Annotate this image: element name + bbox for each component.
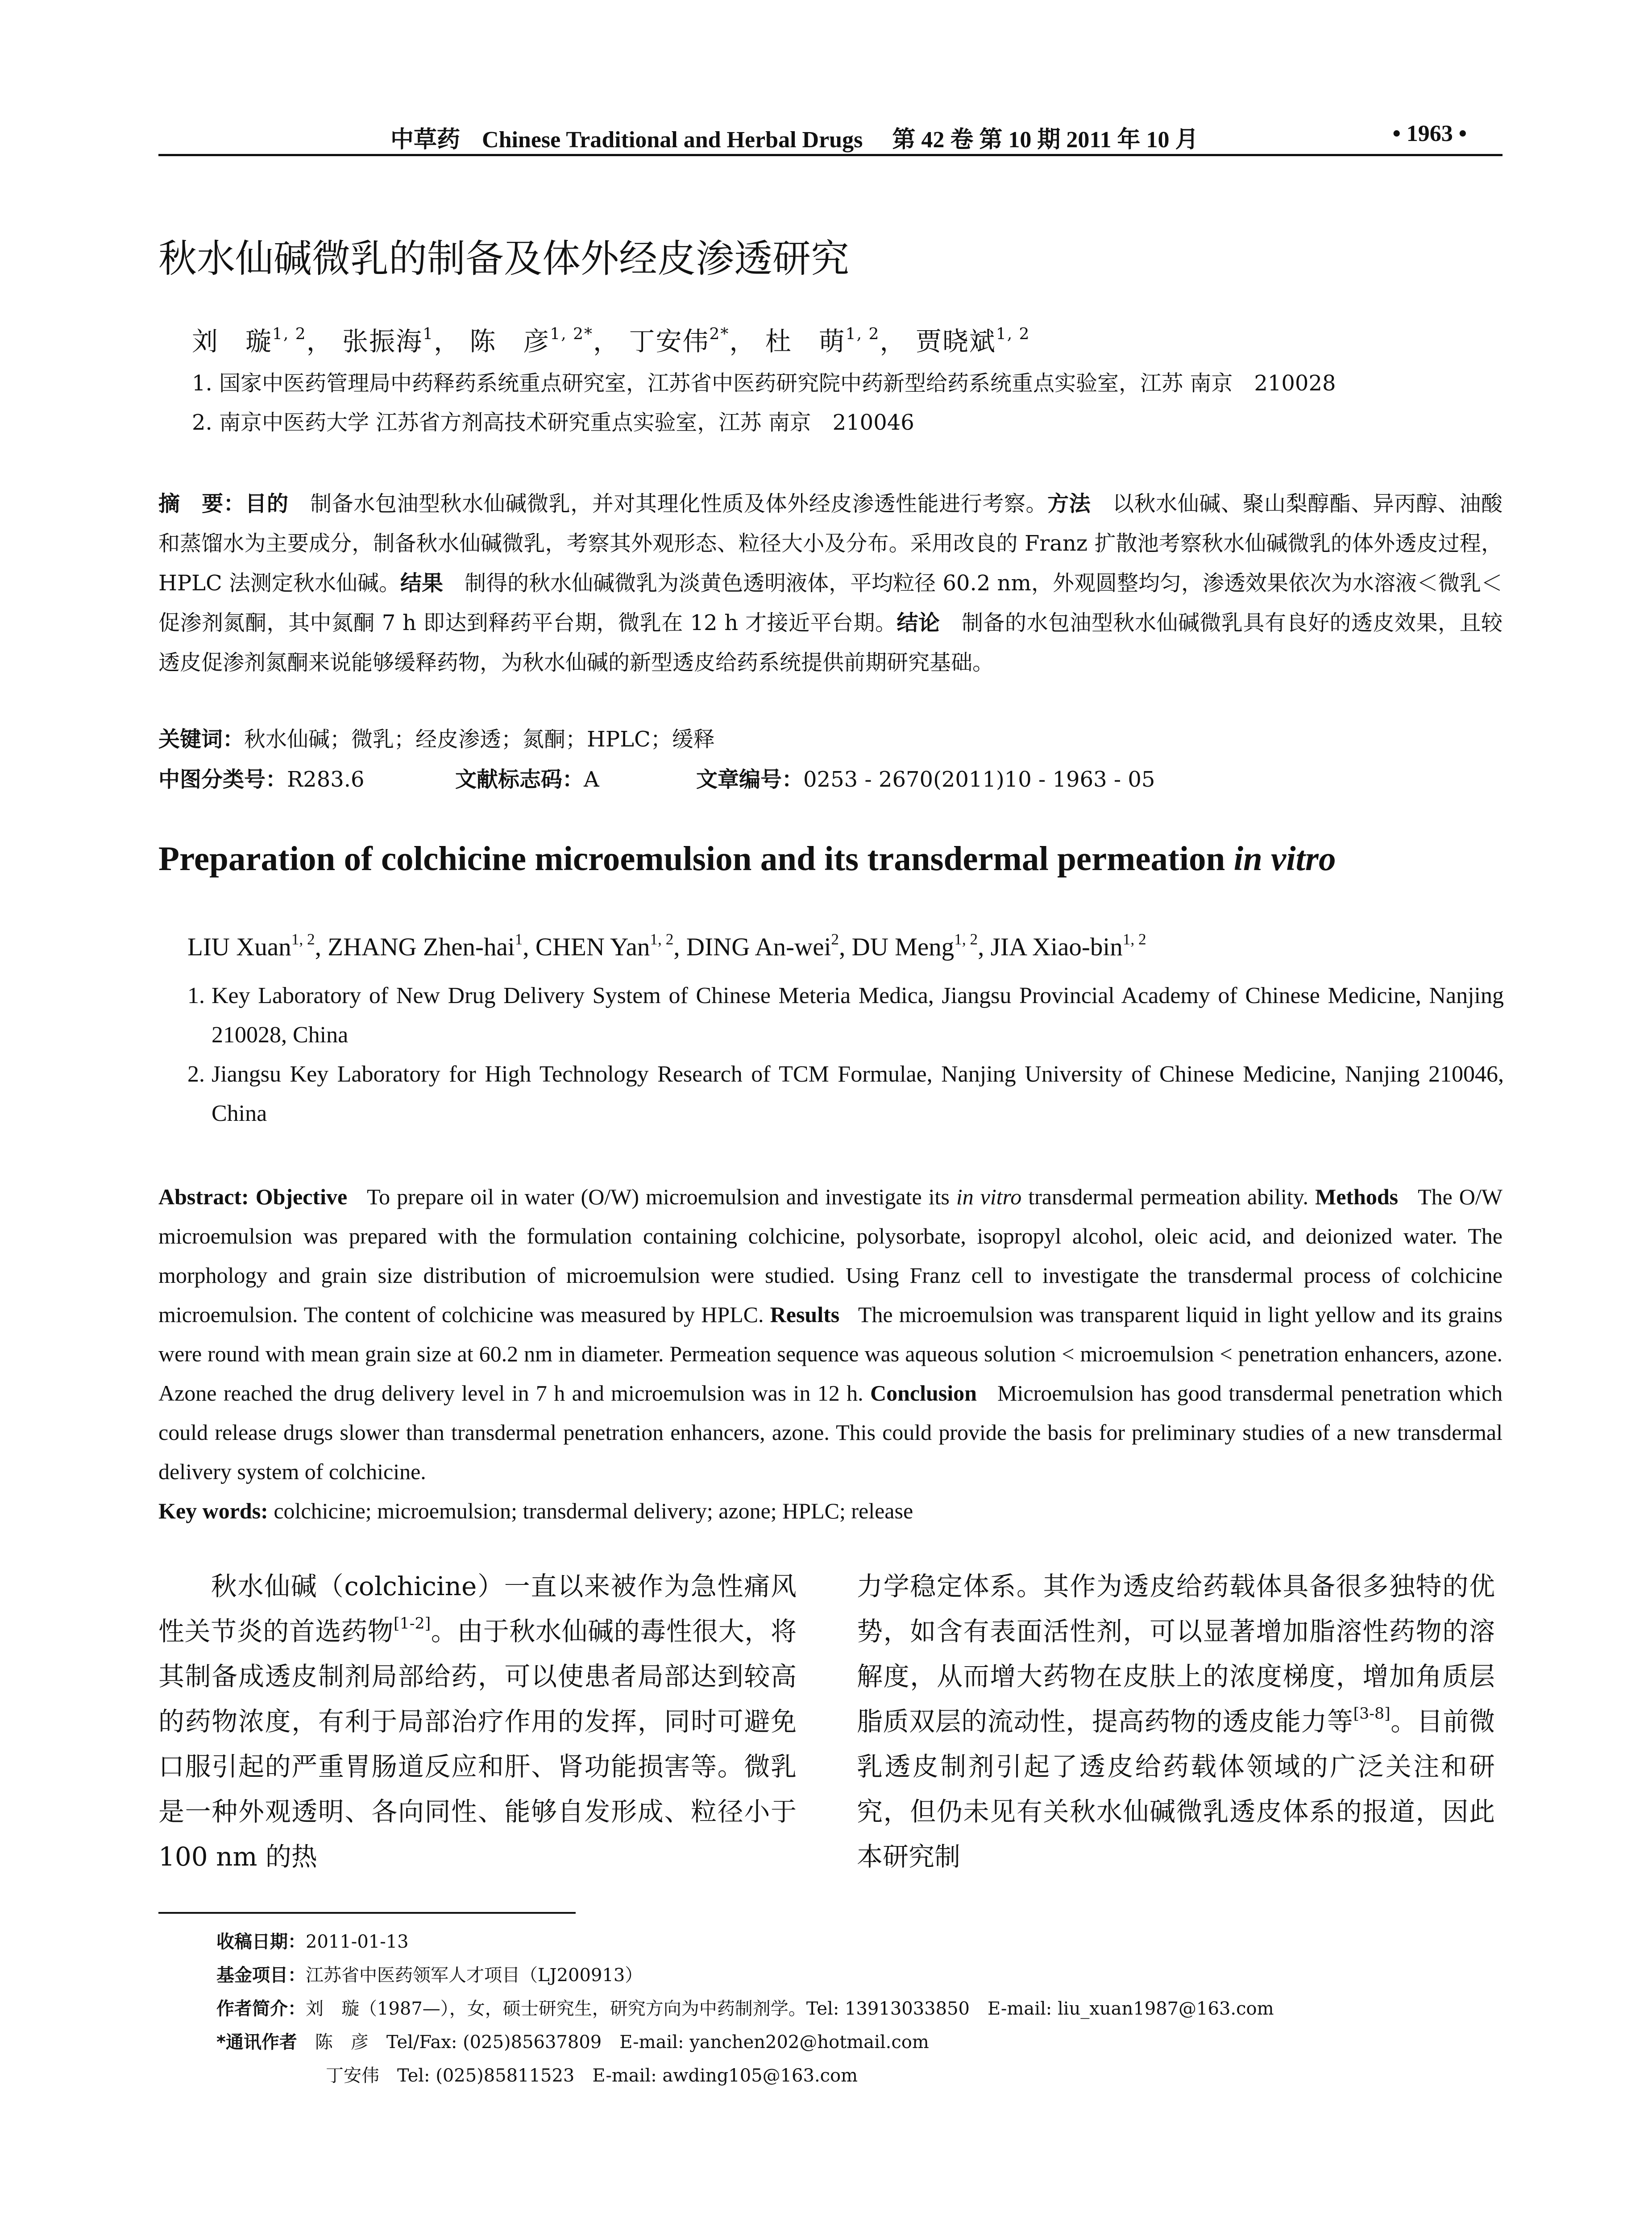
author-cn: 陈 彦 (469, 326, 550, 357)
abstract-en-label: Abstract: (158, 1184, 249, 1209)
abstract-en (158, 1177, 1503, 1530)
footnote-label: 基金项目： (216, 1965, 306, 1986)
affiliation-cn-2: 2. 南京中医药大学 江苏省方剂高技术研究重点实验室，江苏 南京 210046 (192, 410, 914, 435)
conclusion-cn: 制备的水包油型秋水仙碱微乳具有良好的透皮效果，且较透皮促渗剂氮酮来说能够缓释药物，为秋水仙碱的新型透皮给药系统提供前期研究基础。 (158, 610, 1503, 675)
header-rule (158, 154, 1503, 156)
author-sup: 2* (709, 324, 730, 343)
objective-label-cn: 目的 (245, 491, 289, 516)
objective-en-italic: in vitro (956, 1184, 1022, 1209)
author-sup: 1, 2 (1122, 930, 1146, 948)
footnote-corresponding (216, 2028, 1488, 2053)
author-sup: 1, 2 (996, 324, 1030, 343)
running-header (158, 120, 1503, 152)
body-column-left (158, 1564, 797, 1879)
doc-code (455, 762, 696, 793)
footnote-label: *通讯作者 (216, 2032, 297, 2053)
body-text: 力学稳定体系。其作为透皮给药载体具备很多独特的优势，如含有表面活性剂，可以显著增加脂溶性药物的溶解度，从而增大药物在皮肤上的浓度梯度，增加角质层脂质双层的流动性，提高药物的透皮能力等 (857, 1571, 1495, 1737)
footnote-bio (216, 1995, 1488, 2020)
author-cn: 张振海 (342, 326, 423, 357)
classification-line (158, 762, 1503, 793)
author-sup: 1, 2* (550, 324, 593, 343)
footnote-fund (216, 1961, 1488, 1986)
article-value: 0253 - 2670(2011)10 - 1963 - 05 (803, 767, 1155, 792)
footnote-text: 2011-01-13 (306, 1932, 409, 1952)
clc-value: R283.6 (287, 767, 365, 792)
results-label-cn: 结果 (400, 571, 444, 596)
authors-cn: 刘 璇$^{1, 2}$， 张振海$^1$， 陈 彦$^{1, 2*}$， 丁安伟$^{2*}$， 杜 萌$^{1, 2}$， 贾晓斌$^{1, 2}$ (192, 324, 1030, 357)
footnote-text: 陈 彦 Tel/Fax: (025)85637809 E-mail: yanchen202@hotmail.com (315, 2032, 929, 2053)
issue-info: 第 42 卷 第 10 期 2011 年 10 月 (892, 127, 1199, 153)
abstract-cn-label: 摘 要： (158, 491, 245, 516)
keywords-en-label: Key words: (158, 1498, 268, 1523)
clc-label: 中图分类号： (158, 767, 287, 792)
affiliation-number: 1. (187, 983, 205, 1008)
article-label: 文章编号： (696, 767, 804, 792)
author-sup: 1, 2 (954, 930, 978, 948)
conclusion-label-cn: 结论 (897, 610, 940, 635)
results-cn: 制得的秋水仙碱微乳为淡黄色透明液体，平均粒径 60.2 nm，外观圆整均匀，渗透效果依次为水溶液＜微乳＜促渗剂氮酮，其中氮酮 7 h 即达到释药平台期，微乳在 12 h 才接近平台期。 (158, 571, 1503, 635)
affiliation-number: 2. (187, 1062, 205, 1087)
body-text: 秋水仙碱（colchicine）一直以来被作为急性痛风性关节炎的首选药物 (158, 1571, 797, 1646)
title-en (158, 839, 1503, 879)
author-cn: 刘 璇 (192, 326, 273, 357)
footnote-received (216, 1928, 1488, 1953)
affiliation-cn-1: 1. 国家中医药管理局中药释药系统重点研究室，江苏省中医药研究院中药新型给药系统重点实验室，江苏 南京 210028 (192, 371, 1336, 396)
objective-cn: 制备水包油型秋水仙碱微乳，并对其理化性质及体外经皮渗透性能进行考察。 (310, 491, 1048, 516)
body-text: 。由于秋水仙碱的毒性很大，将其制备成透皮制剂局部给药，可以使患者局部达到较高的药物浓度，有利于局部治疗作用的发挥，同时可避免口服引起的严重胃肠道反应和肝、肾功能损害等。微乳是一种外观透明、各向同性、能够自发形成、粒径小于 100 nm 的热 (158, 1616, 797, 1872)
author-en: DING An-wei (686, 933, 831, 961)
citation: [1-2] (394, 1614, 431, 1633)
page-number: • 1963 • (1392, 121, 1467, 146)
author-sup: 1, 2 (272, 324, 307, 343)
body-column-right (857, 1564, 1495, 1879)
author-cn: 贾晓斌 (915, 326, 996, 357)
journal-name-cn: 中草药 (390, 126, 461, 153)
author-sup: 1, 2 (650, 930, 674, 948)
footnote-text: 刘 璇（1987—），女，硕士研究生，研究方向为中药制剂学。Tel: 13913033850 E-mail: liu_xuan1987@163.com (306, 1999, 1274, 2019)
author-en: JIA Xiao-bin (990, 933, 1123, 961)
methods-label-cn: 方法 (1047, 491, 1091, 516)
keywords-cn-text: 秋水仙碱；微乳；经皮渗透；氮酮；HPLC；缓释 (244, 727, 715, 752)
title-cn: 秋水仙碱微乳的制备及体外经皮渗透研究 (158, 236, 849, 281)
objective-en-a: To prepare oil in water (O/W) microemulsion and investigate its (367, 1184, 956, 1209)
methods-cn: 以秋水仙碱、聚山梨醇酯、异丙醇、油酸和蒸馏水为主要成分，制备秋水仙碱微乳，考察其外观形态、粒径大小及分布。采用改良的 Franz 扩散池考察秋水仙碱微乳的体外透皮过程，HPLC 法测定秋水仙碱。 (158, 491, 1503, 596)
methods-label-en: Methods (1315, 1184, 1399, 1209)
author-en: DU Meng (851, 933, 955, 961)
title-en-italic: in vitro (1233, 839, 1336, 878)
author-en: ZHANG Zhen-hai (328, 933, 515, 961)
affiliation-text: Jiangsu Key Laboratory for High Technology Research of TCM Formulae, Nanjing University of Chinese Medicine, Nanjing 210046, China (212, 1062, 1504, 1126)
methods-en: The O/W microemulsion was prepared with the formulation containing colchicine, polysorbate, isopropyl alcohol, oleic acid, and deionized water. The morphology and grain size distribution of microemulsion were studied. Using Franz cell to investigate the transdermal process of colchicine microemulsion. The content of colchicine was measured by HPLC. (158, 1184, 1503, 1327)
footnote-corresponding-2: 丁安伟 Tel: (025)85811523 E-mail: awding105@163.com (326, 2065, 858, 2086)
keywords-cn (158, 722, 1503, 753)
footnote-label: 收稿日期： (216, 1932, 306, 1952)
journal-name-en: Chinese Traditional and Herbal Drugs (482, 127, 863, 153)
doc-value: A (584, 767, 599, 792)
author-sup: 1 (515, 930, 523, 948)
affiliation-en-2 (187, 1055, 1504, 1133)
author-en: CHEN Yan (535, 933, 650, 961)
results-en: The microemulsion was transparent liquid in light yellow and its grains were round with mean grain size at 60.2 nm in diameter. Permeation sequence was aqueous solution < microemulsion < penetration enhancers, azone. Azone reached the drug delivery level in 7 h and microemulsion was in 12 h. (158, 1302, 1503, 1406)
author-sup: 1 (423, 324, 434, 343)
affiliation-en-1 (187, 976, 1504, 1055)
clc-code (158, 762, 455, 793)
conclusion-en: Microemulsion has good transdermal penetration which could release drugs slower than transdermal penetration enhancers, azone. This could provide the basis for preliminary studies of a new transdermal delivery system of colchicine. (158, 1381, 1503, 1484)
body-text: 。目前微乳透皮制剂引起了透皮给药载体领域的广泛关注和研究，但仍未见有关秋水仙碱微乳透皮体系的报道，因此本研究制 (857, 1706, 1495, 1872)
citation: [3-8] (1353, 1704, 1391, 1723)
article-number (696, 762, 1155, 793)
authors-en: LIU Xuan$^{1, 2}$, ZHANG Zhen-hai$^1$, CHEN Yan$^{1, 2}$, DING An-wei$^2$, DU Meng$^{1, 2}$, JIA Xiao-bin$^{1, 2}$ (187, 930, 1146, 961)
author-sup: 1, 2 (845, 324, 880, 343)
conclusion-label-en: Conclusion (870, 1381, 977, 1406)
results-label-en: Results (770, 1302, 840, 1327)
objective-en-b: transdermal permeation ability. (1021, 1184, 1309, 1209)
author-cn: 丁安伟 (629, 326, 710, 357)
author-cn: 杜 萌 (765, 326, 846, 357)
author-en: LIU Xuan (187, 933, 291, 961)
author-sup: 2 (831, 930, 839, 948)
affiliation-text: Key Laboratory of New Drug Delivery System of Chinese Meteria Medica, Jiangsu Provincial Academy of Chinese Medicine, Nanjing 210028, China (212, 983, 1504, 1048)
footnote-label: 作者简介： (216, 1999, 306, 2019)
footnote-text: 江苏省中医药领军人才项目（LJ200913） (306, 1965, 643, 1986)
author-sup: 1, 2 (291, 930, 315, 948)
doc-label: 文献标志码： (455, 767, 584, 792)
title-en-main: Preparation of colchicine microemulsion and its transdermal permeation (158, 839, 1234, 878)
objective-label-en: Objective (255, 1184, 348, 1209)
keywords-en-text: colchicine; microemulsion; transdermal delivery; azone; HPLC; release (274, 1498, 913, 1523)
keywords-cn-label: 关键词： (158, 727, 245, 752)
abstract-cn (158, 484, 1503, 683)
footnote-rule (158, 1912, 576, 1914)
